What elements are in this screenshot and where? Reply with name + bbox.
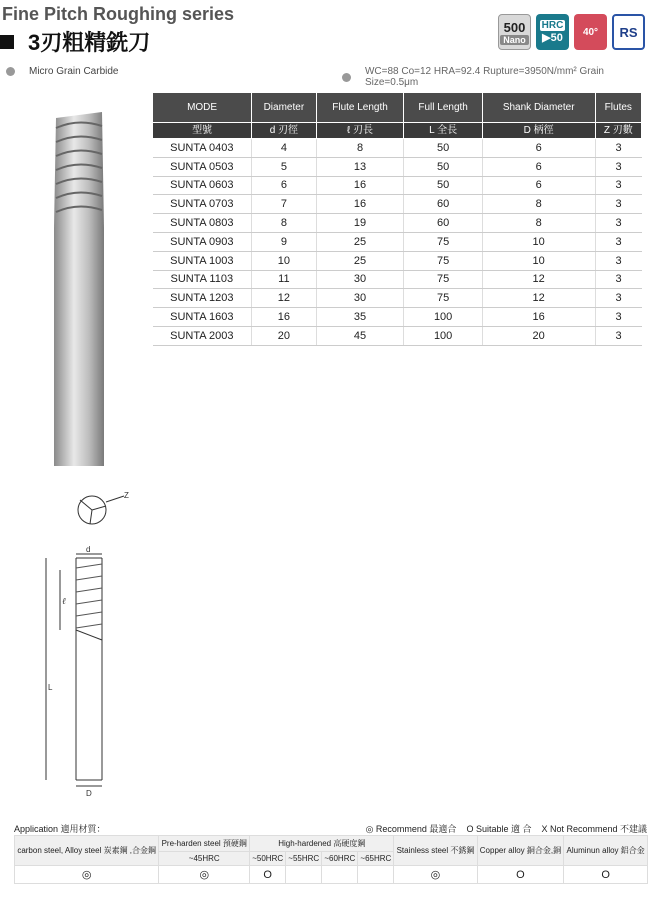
table-cell: 100 — [404, 326, 482, 345]
table-cell: 13 — [316, 157, 404, 176]
nano-badge-top: 500 — [503, 19, 526, 35]
nano-coating-badge — [498, 14, 531, 50]
application-header — [15, 836, 648, 852]
product-title — [0, 26, 150, 57]
col-flutes-cn: Z 刃數 — [595, 123, 641, 139]
table-cell: 6 — [482, 139, 595, 158]
app-val-carbon: ◎ — [15, 866, 159, 884]
table-cell: 3 — [595, 251, 641, 270]
table-cell: 16 — [316, 195, 404, 214]
table-cell: 3 — [595, 139, 641, 158]
table-cell: 12 — [252, 289, 317, 308]
table-cell: 3 — [595, 214, 641, 233]
table-row — [153, 326, 642, 345]
table-row — [153, 139, 642, 158]
table-row — [153, 251, 642, 270]
table-cell: 25 — [316, 251, 404, 270]
col-flute-length: Flute Length — [316, 93, 404, 123]
table-cell: 20 — [252, 326, 317, 345]
table-cell: 10 — [482, 251, 595, 270]
app-val-stainless: ◎ — [394, 866, 477, 884]
table-cell: 8 — [252, 214, 317, 233]
legend-recommend: ◎ Recommend 最適合 — [365, 824, 457, 834]
app-col-copper: Copper alloy 銅合金,銅 — [477, 836, 564, 866]
col-flute-length-cn: ℓ 刃長 — [316, 123, 404, 139]
spec-header-en — [153, 93, 642, 123]
label-full-length: L — [48, 683, 53, 692]
app-val-60hrc — [322, 866, 358, 884]
app-val-copper: O — [477, 866, 564, 884]
table-cell: 3 — [595, 308, 641, 327]
product-title-text: 3刃粗精銑刀 — [28, 30, 151, 55]
table-cell: 6 — [252, 176, 317, 195]
col-flutes: Flutes — [595, 93, 641, 123]
app-val-aluminum: O — [564, 866, 648, 884]
table-cell: SUNTA 0503 — [153, 157, 252, 176]
table-cell: 3 — [595, 195, 641, 214]
table-cell: 16 — [482, 308, 595, 327]
table-cell: 35 — [316, 308, 404, 327]
app-col-stainless: Stainless steel 不銹鋼 — [394, 836, 477, 866]
table-cell: 60 — [404, 195, 482, 214]
helix-angle-value: 40° — [582, 26, 599, 38]
table-cell: 20 — [482, 326, 595, 345]
app-col-high-hardened: High-hardened 高硬度鋼 — [250, 836, 394, 852]
app-sub-45hrc: ~45HRC — [159, 852, 250, 866]
table-cell: 60 — [404, 214, 482, 233]
rs-badge-text: RS — [619, 24, 638, 40]
col-full-length-cn: L 全長 — [404, 123, 482, 139]
rs-badge — [612, 14, 645, 50]
spec-note — [342, 66, 659, 88]
table-cell: 7 — [252, 195, 317, 214]
spec-table — [152, 92, 642, 346]
app-sub-50hrc: ~50HRC — [250, 852, 286, 866]
table-row — [153, 270, 642, 289]
table-cell: SUNTA 0403 — [153, 139, 252, 158]
col-shank-diameter-cn: D 柄徑 — [482, 123, 595, 139]
table-cell: 75 — [404, 251, 482, 270]
table-cell: 10 — [482, 232, 595, 251]
helix-angle-badge — [574, 14, 607, 50]
legend-suitable: O Suitable 適 合 — [466, 824, 532, 834]
square-bullet-icon — [0, 35, 14, 49]
table-row — [153, 157, 642, 176]
table-cell: 50 — [404, 139, 482, 158]
app-col-preharden: Pre-harden steel 預硬鋼 — [159, 836, 250, 852]
table-cell: SUNTA 1103 — [153, 270, 252, 289]
table-cell: 3 — [595, 289, 641, 308]
table-row — [153, 289, 642, 308]
table-cell: 9 — [252, 232, 317, 251]
table-cell: 6 — [482, 157, 595, 176]
table-row — [153, 214, 642, 233]
app-sub-60hrc: ~60HRC — [322, 852, 358, 866]
table-cell: 50 — [404, 176, 482, 195]
spec-table-body — [153, 139, 642, 346]
table-cell: 3 — [595, 326, 641, 345]
col-diameter: Diameter — [252, 93, 317, 123]
col-full-length: Full Length — [404, 93, 482, 123]
end-mill-photo — [48, 108, 110, 468]
table-row — [153, 176, 642, 195]
table-cell: 8 — [482, 214, 595, 233]
table-cell: 75 — [404, 289, 482, 308]
label-z: Z — [124, 491, 129, 500]
table-cell: 16 — [316, 176, 404, 195]
table-cell: 3 — [595, 270, 641, 289]
app-col-carbon-steel: carbon steel, Alloy steel 炭素鋼 ,合金鋼 — [15, 836, 159, 866]
table-cell: SUNTA 1603 — [153, 308, 252, 327]
application-label: Application 適用材質： — [14, 824, 106, 834]
table-cell: 30 — [316, 270, 404, 289]
table-cell: 100 — [404, 308, 482, 327]
table-cell: SUNTA 1003 — [153, 251, 252, 270]
app-sub-65hrc: ~65HRC — [358, 852, 394, 866]
col-diameter-cn: d 刃徑 — [252, 123, 317, 139]
table-cell: 75 — [404, 270, 482, 289]
col-mode-cn: 型號 — [153, 123, 252, 139]
table-cell: SUNTA 0803 — [153, 214, 252, 233]
bullet-dot-icon — [342, 73, 351, 82]
nano-badge-bottom: Nano — [500, 35, 529, 45]
table-cell: SUNTA 2003 — [153, 326, 252, 345]
table-cell: 8 — [482, 195, 595, 214]
app-val-65hrc — [358, 866, 394, 884]
series-title: Fine Pitch Roughing series — [2, 4, 235, 24]
table-cell: 3 — [595, 232, 641, 251]
material-text: Micro Grain Carbide — [29, 66, 119, 77]
spec-header-cn — [153, 123, 642, 139]
table-cell: SUNTA 0603 — [153, 176, 252, 195]
app-col-aluminum: Aluminun alloy 鋁合金 — [564, 836, 648, 866]
table-row — [153, 232, 642, 251]
table-cell: 10 — [252, 251, 317, 270]
application-values — [15, 866, 648, 884]
spec-text: WC=88 Co=12 HRA=92.4 Rupture=3950N/mm² Grain Size=0.5μm — [364, 66, 604, 88]
table-cell: 25 — [316, 232, 404, 251]
table-cell: 30 — [316, 289, 404, 308]
table-cell: 3 — [595, 176, 641, 195]
table-cell: 45 — [316, 326, 404, 345]
app-val-55hrc — [286, 866, 322, 884]
table-row — [153, 308, 642, 327]
hrc-badge — [536, 14, 569, 50]
label-d: d — [86, 545, 91, 554]
label-flute-length: ℓ — [62, 596, 66, 606]
col-mode: MODE — [153, 93, 252, 123]
tool-drawing — [40, 490, 150, 800]
table-cell: SUNTA 0903 — [153, 232, 252, 251]
table-cell: 8 — [316, 139, 404, 158]
app-val-45hrc: ◎ — [159, 866, 250, 884]
table-cell: 19 — [316, 214, 404, 233]
table-cell: SUNTA 0703 — [153, 195, 252, 214]
material-note — [6, 66, 118, 77]
app-sub-55hrc: ~55HRC — [286, 852, 322, 866]
label-shank-d: D — [86, 789, 92, 798]
table-cell: 3 — [595, 157, 641, 176]
application-table — [14, 835, 648, 884]
table-cell: 6 — [482, 176, 595, 195]
table-cell: 50 — [404, 157, 482, 176]
table-cell: 5 — [252, 157, 317, 176]
hrc-badge-bottom: ▶50 — [542, 32, 563, 44]
table-cell: 75 — [404, 232, 482, 251]
application-legend — [366, 822, 647, 835]
table-row — [153, 195, 642, 214]
feature-badges — [498, 14, 645, 50]
table-cell: SUNTA 1203 — [153, 289, 252, 308]
app-val-50hrc: O — [250, 866, 286, 884]
legend-not-recommend: X Not Recommend 不建議 — [541, 824, 647, 834]
table-cell: 11 — [252, 270, 317, 289]
bullet-dot-icon — [6, 67, 15, 76]
table-cell: 12 — [482, 270, 595, 289]
col-shank-diameter: Shank Diameter — [482, 93, 595, 123]
table-cell: 4 — [252, 139, 317, 158]
table-cell: 16 — [252, 308, 317, 327]
table-cell: 12 — [482, 289, 595, 308]
hrc-badge-top: HRC — [541, 20, 564, 31]
